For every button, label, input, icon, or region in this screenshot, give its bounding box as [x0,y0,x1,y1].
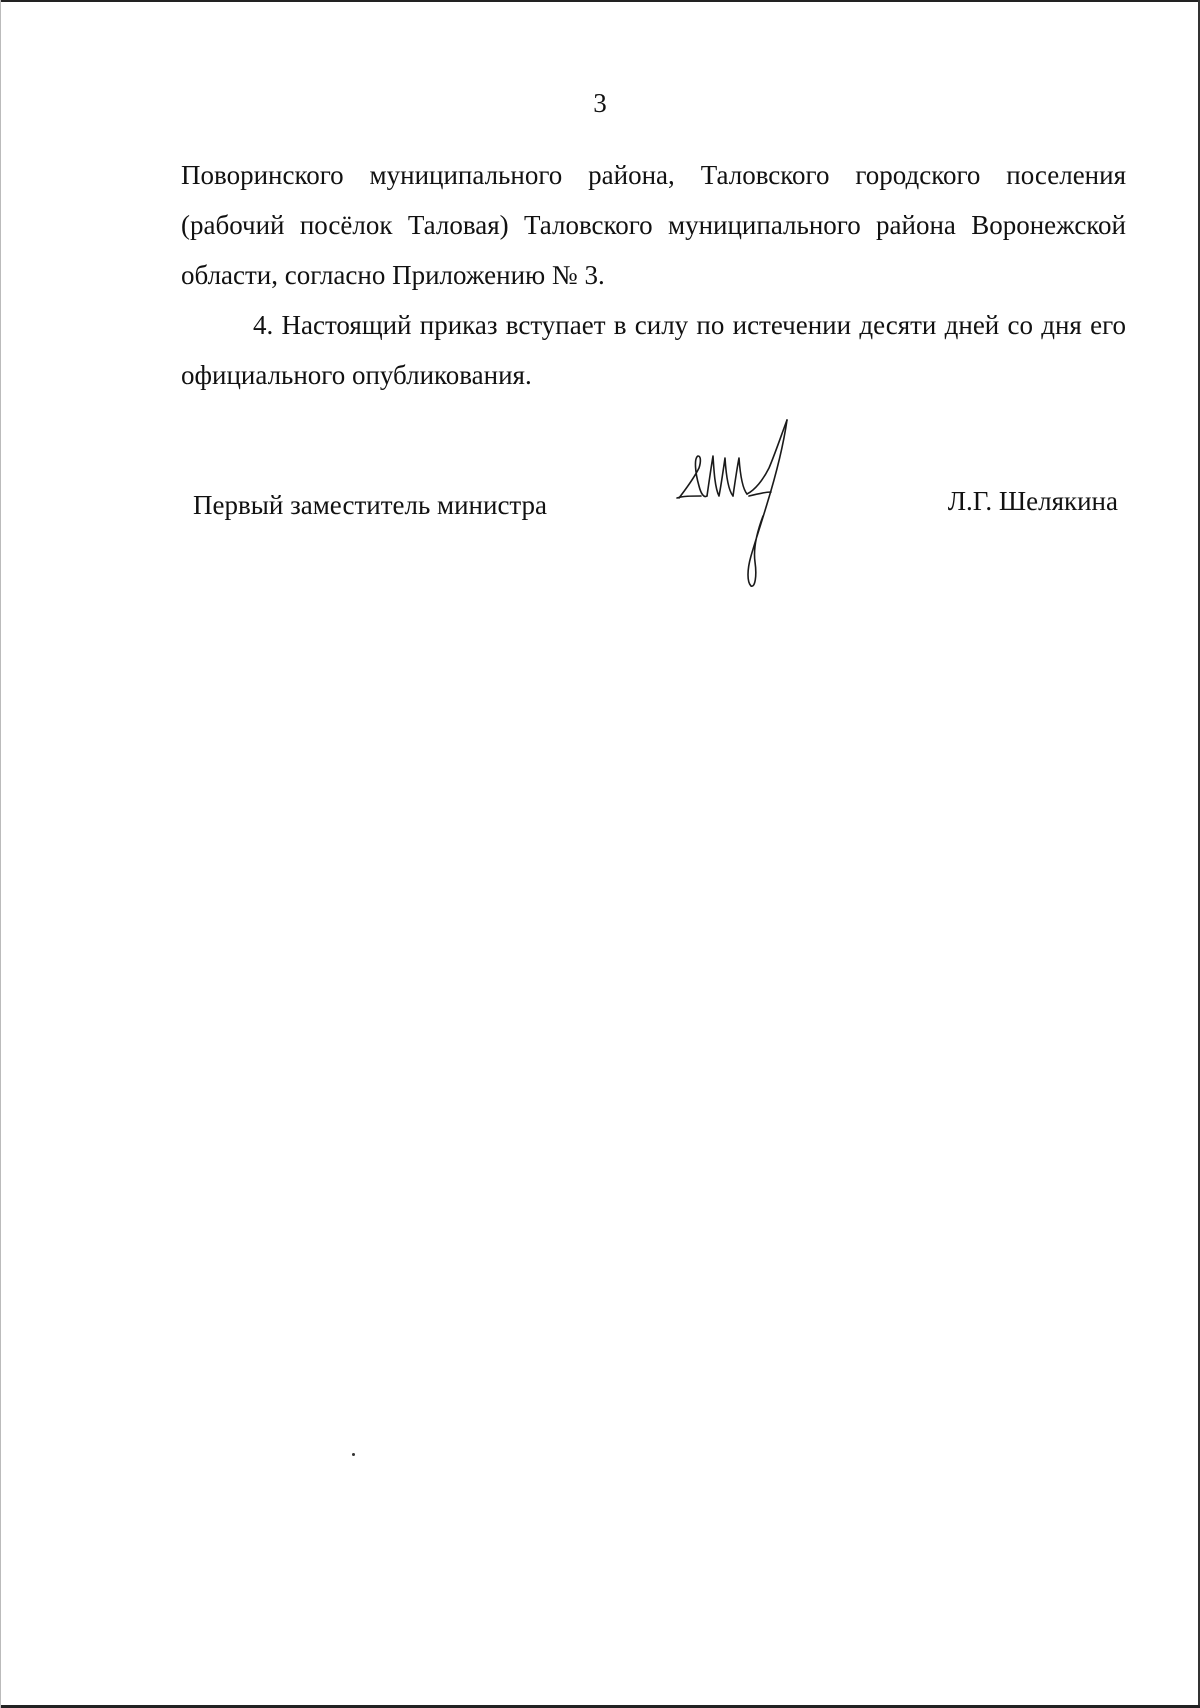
signer-position: Первый заместитель министра [193,490,548,520]
scan-edge-left [0,0,1,1708]
paragraph-continuation: Поворинского муниципального района, Таловского городского поселения (рабочий посёлок Таловая) Таловского муниципального района Воронежской области, согласно Приложению № 3. [181,160,1126,290]
page-number: 3 [593,88,607,118]
signer-name: Л.Г. Шелякина [947,486,1118,516]
handwritten-signature [671,412,811,592]
paragraph-item-4: 4. Настоящий приказ вступает в силу по истечении десяти дней со дня его официального опубликования. [181,310,1126,390]
signature-block [193,486,1118,600]
document-body [181,150,1126,400]
scan-speck [352,1453,355,1456]
scan-edge-top [0,0,1200,2]
